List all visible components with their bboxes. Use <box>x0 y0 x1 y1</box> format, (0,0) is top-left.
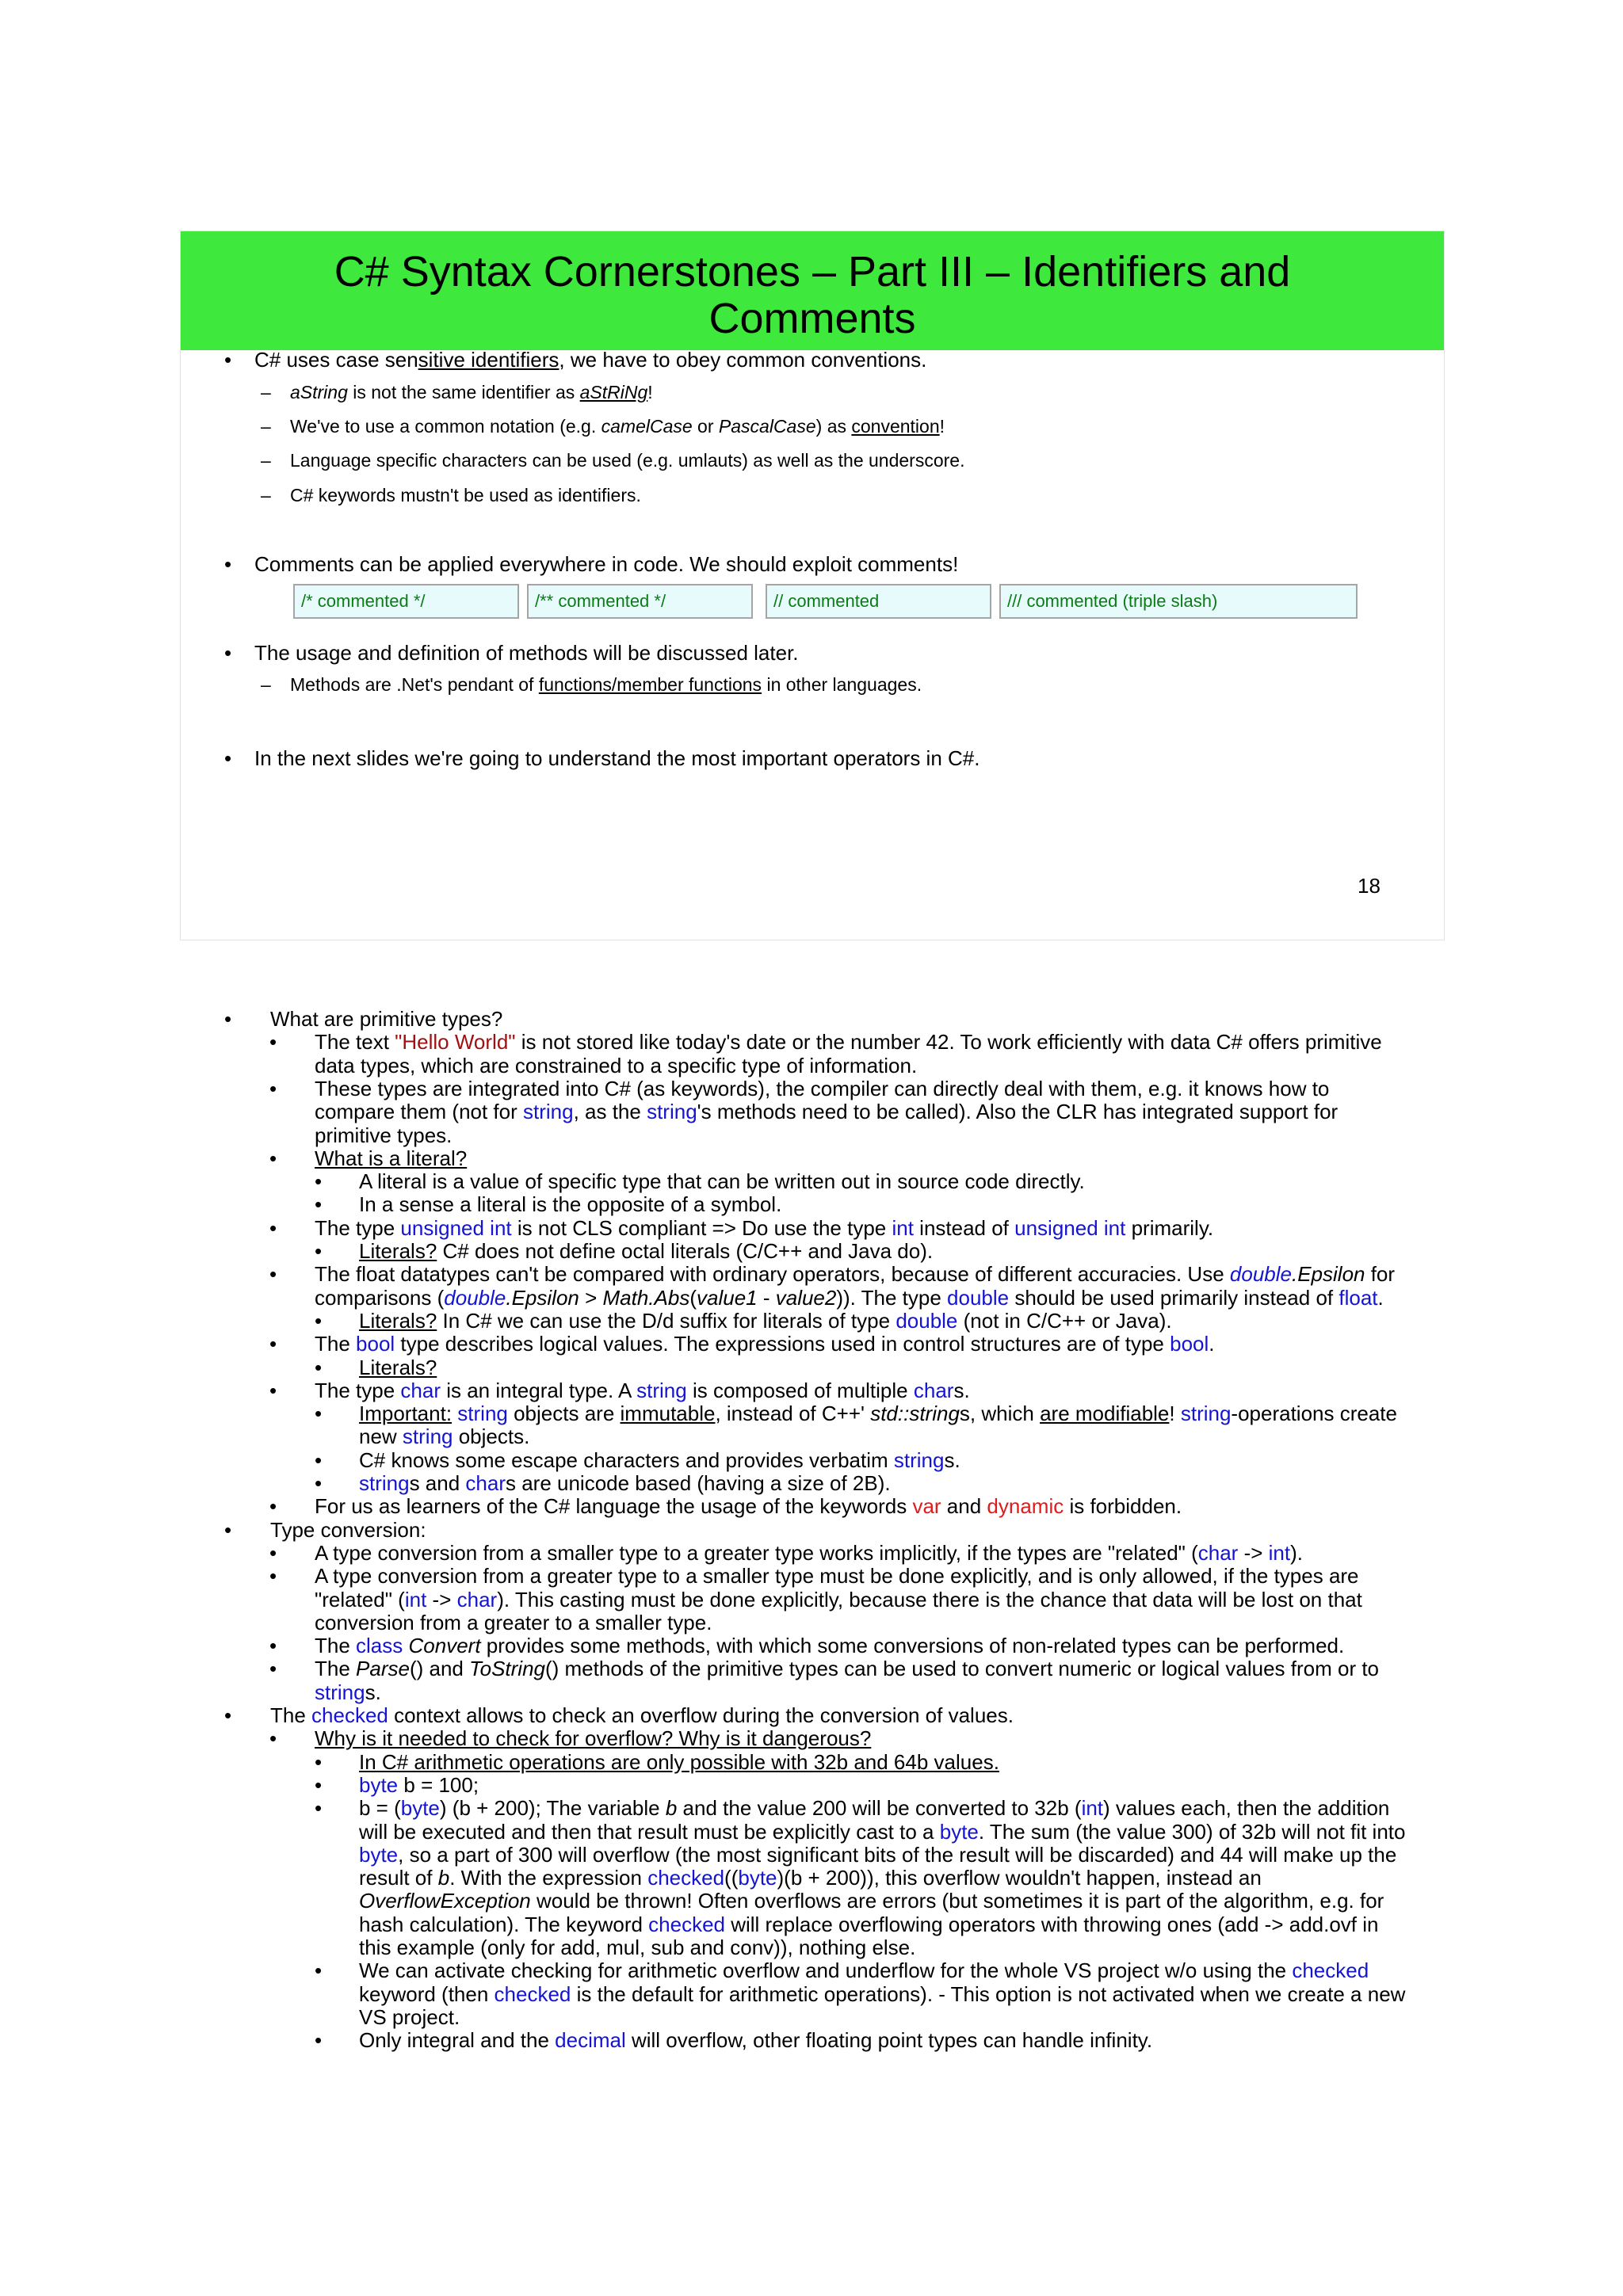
note-line: • In C# arithmetic operations are only possible with 32b and 64b values. <box>315 1749 999 1774</box>
note-line: new string objects. <box>359 1425 530 1449</box>
slide-title: C# Syntax Cornerstones – Part III – Identifiers and Comments <box>334 248 1291 342</box>
note-line: compare them (not for string, as the string's methods need to be called). Also the CLR has integrated support for <box>315 1100 1338 1124</box>
note-line: • Why is it needed to check for overflow? Why is it dangerous? <box>269 1726 872 1751</box>
note-line: • A type conversion from a smaller type to a greater type works implicitly, if the types are "related" (char -> int). <box>269 1540 1303 1565</box>
note-line: hash calculation). The keyword checked will replace overflowing operators with throwing ones (add -> add.ovf in <box>359 1912 1379 1936</box>
note-line: primitive types. <box>315 1123 453 1147</box>
note-line: • C# knows some escape characters and provides verbatim strings. <box>315 1447 960 1472</box>
note-line: • Important: string objects are immutable, instead of C++' std::strings, which are modifiable! string-operations create <box>315 1402 1397 1426</box>
note-line: • strings and chars are unicode based (having a size of 2B). <box>315 1471 891 1495</box>
note-line: • The text "Hello World" is not stored like today's date or the number 42. To work efficiently with data C# offers primitive <box>269 1030 1382 1055</box>
note-line: • Only integral and the decimal will overflow, other floating point types can handle infinity. <box>315 2028 1153 2053</box>
note-line: VS project. <box>359 2004 460 2029</box>
slide-number: 18 <box>1358 874 1381 898</box>
slide-body: • C# uses case sensitive identifiers, we have to obey common conventions. – aString is not the same identifier as aStRiNg! – We've to use a common notation (e.g. camelCase or PascalCase) as convention! – Language specific characters can be used (e.g. umlauts) as well as the underscore. – C# keywords mustn't be used as identifiers. • Comments can be applied everywhere in code. We should exploit comments! /* commented */ /** commented */ // commented /// commented (triple slash) • The usage and definition of methods will be discussed later. – Methods are .Net's pendant of functions/member functions in other languages. • In the next slides we're going to understand the most important operators in C#. 18 <box>224 348 1381 898</box>
note-line: • A literal is a value of specific type that can be written out in source code directly. <box>315 1169 1085 1194</box>
note-line: • The class Convert provides some methods, with which some conversions of non-related types can be performed. <box>269 1634 1345 1658</box>
note-line: data types, which are constrained to a specific type of information. <box>315 1053 918 1077</box>
note-line: • What are primitive types? <box>224 1007 503 1031</box>
note-line: • The type char is an integral type. A string is composed of multiple chars. <box>269 1378 970 1402</box>
note-line: • A type conversion from a greater type to a smaller type must be done explicitly, and is only allowed, if the types are <box>269 1564 1359 1589</box>
note-line: comparisons (double.Epsilon > Math.Abs(value1 - value2)). The type double should be used primarily instead of float. <box>315 1285 1384 1310</box>
note-line: • For us as learners of the C# language the usage of the keywords var and dynamic is forbidden. <box>269 1494 1182 1519</box>
note-line: result of b. With the expression checked((byte)(b + 200)), this overflow wouldn't happen, instead an <box>359 1866 1262 1890</box>
note-line: conversion from a greater to a smaller type. <box>315 1610 712 1634</box>
note-line: • These types are integrated into C# (as keywords), the compiler can directly deal with them, e.g. it knows how to <box>269 1076 1330 1100</box>
note-line: • b = (byte) (b + 200); The variable b and the value 200 will be converted to 32b (int) values each, then the addition <box>315 1796 1390 1821</box>
note-line: • We can activate checking for arithmetic overflow and underflow for the whole VS project w/o using the checked <box>315 1958 1369 1983</box>
note-line: "related" (int -> char). This casting must be done explicitly, because there is the chance that data will be lost on that <box>315 1587 1362 1611</box>
note-line: OverflowException would be thrown! Often overflows are errors (but sometimes it is part of the algorithm, e.g. for <box>359 1889 1384 1913</box>
comment-example-box: // commented <box>766 584 991 619</box>
note-line: • The type unsigned int is not CLS compliant => Do use the type int instead of unsigned int primarily. <box>269 1215 1214 1240</box>
note-line: • In a sense a literal is the opposite of a symbol. <box>315 1192 782 1217</box>
note-line: this example (only for add, mul, sub and conv)), nothing else. <box>359 1936 916 1959</box>
note-line: strings. <box>315 1680 381 1704</box>
note-line: • Literals? <box>315 1355 437 1379</box>
note-line: byte, so a part of 300 will overflow (the most significant bits of the result will be discarded) and 44 will make up the <box>359 1842 1397 1867</box>
note-line: • Literals? In C# we can use the D/d suffix for literals of type double (not in C/C++ or Java). <box>315 1308 1172 1333</box>
note-line: • The Parse() and ToString() methods of the primitive types can be used to convert numeric or logical values from or to <box>269 1657 1380 1681</box>
note-line: • byte b = 100; <box>315 1772 479 1797</box>
note-line: will be executed and then that result must be explicitly cast to a byte. The sum (the value 300) of 32b will not fit into <box>359 1819 1406 1844</box>
note-line: keyword (then checked is the default for arithmetic operations). - This option is not activated when we create a new <box>359 1981 1406 2006</box>
comment-example-box: /// commented (triple slash) <box>999 584 1358 619</box>
note-line: • Literals? C# does not define octal literals (C/C++ and Java do). <box>315 1239 934 1263</box>
note-line: • What is a literal? <box>269 1146 468 1170</box>
note-line: • Type conversion: <box>224 1517 426 1542</box>
note-line: • The float datatypes can't be compared with ordinary operators, because of different accuracies. Use double.Epsilon for <box>269 1262 1396 1287</box>
comment-example-box: /* commented */ <box>293 584 519 619</box>
slide-panel <box>180 231 1445 940</box>
note-line: • The bool type describes logical values. The expressions used in control structures are of type bool. <box>269 1332 1215 1356</box>
comment-example-box: /** commented */ <box>527 584 753 619</box>
note-line: • The checked context allows to check an overflow during the conversion of values. <box>224 1703 1014 1727</box>
